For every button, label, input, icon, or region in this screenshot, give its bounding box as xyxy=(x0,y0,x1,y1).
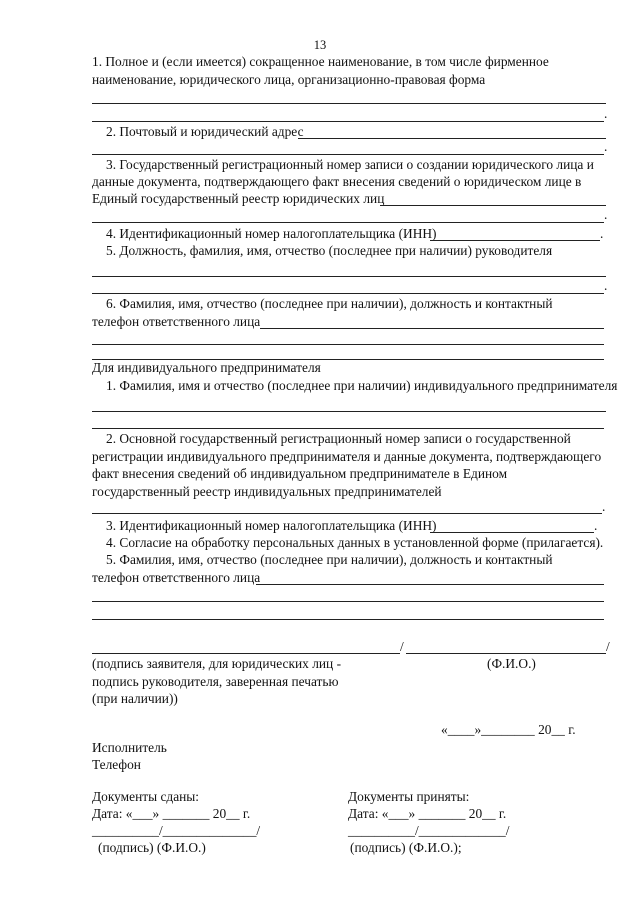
legal-item4-label: 4. Идентификационный номер налогоплательщика (ИНН) xyxy=(106,226,437,241)
fill-line xyxy=(92,428,604,429)
signature-caption-fio: (Ф.И.О.) xyxy=(487,656,536,671)
fill-line xyxy=(92,276,606,277)
submitted-title: Документы сданы: xyxy=(92,789,200,804)
accepted-date: Дата: «___» _______ 20__ г. xyxy=(348,806,507,821)
individual-item2-line2: регистрации индивидуального предпринимателя и данные документа, подтверждающего xyxy=(92,449,602,464)
legal-item1-line1: 1. Полное и (если имеется) сокращенное наименование, в том числе фирменное xyxy=(92,54,549,69)
legal-item5-label: 5. Должность, фамилия, имя, отчество (последнее при наличии) руководителя xyxy=(106,243,553,258)
fill-line xyxy=(298,138,606,139)
submitted-caption: (подпись) (Ф.И.О.) xyxy=(98,840,206,855)
signature-caption-1: (подпись заявителя, для юридических лиц - xyxy=(92,656,342,671)
signature-date: «____»________ 20__ г. xyxy=(441,722,576,737)
executor-label: Исполнитель xyxy=(92,740,167,755)
signature-slash-end: / xyxy=(606,639,610,654)
accepted-caption: (подпись) (Ф.И.О.); xyxy=(350,840,462,855)
fill-line xyxy=(430,532,594,533)
signature-caption-3: (при наличии)) xyxy=(92,691,178,706)
submitted-date: Дата: «___» _______ 20__ г. xyxy=(92,806,251,821)
individual-item2-line3: факт внесения сведений об индивидуальном предпринимателе в Едином xyxy=(92,466,508,481)
legal-item3-line3: Единый государственный реестр юридических лиц xyxy=(92,191,385,206)
individual-item5-line2: телефон ответственного лица xyxy=(92,570,261,585)
individual-item2-line4: государственный реестр индивидуальных предпринимателей xyxy=(92,484,442,499)
fill-line xyxy=(260,328,604,329)
executor-phone: Телефон xyxy=(92,757,141,772)
legal-item2-label: 2. Почтовый и юридический адрес xyxy=(106,124,304,139)
individual-item3-label: 3. Идентификационный номер налогоплательщика (ИНН) xyxy=(106,518,437,533)
fill-line xyxy=(92,103,606,104)
fill-line xyxy=(92,154,604,155)
legal-item1-line2: наименование, юридического лица, организационно-правовая форма xyxy=(92,72,486,87)
fill-line xyxy=(92,359,604,360)
page-number: 13 xyxy=(313,38,327,52)
fill-line xyxy=(256,584,604,585)
individual-item4-label: 4. Согласие на обработку персональных данных в установленной форме (прилагается). xyxy=(106,535,604,550)
legal-item3-line2: данные документа, подтверждающего факт внесения сведений о юридическом лице в xyxy=(92,174,582,189)
fill-line xyxy=(92,601,604,602)
individual-item2-line1: 2. Основной государственный регистрационный номер записи о государственной xyxy=(106,431,571,446)
fill-line xyxy=(92,619,604,620)
signature-caption-2: подпись руководителя, заверенная печатью xyxy=(92,674,339,689)
submitted-sign-line: __________/______________/ xyxy=(92,823,261,838)
legal-item6-line1: 6. Фамилия, имя, отчество (последнее при наличии), должность и контактный xyxy=(106,296,553,311)
legal-item6-line2: телефон ответственного лица xyxy=(92,314,261,329)
fill-line xyxy=(92,121,604,122)
fill-line xyxy=(92,222,604,223)
document-page: 13 1. Полное и (если имеется) сокращенное наименование, в том числе фирменное наименование, юридического лица, организационно-правовая форма . 2. Почтовый и юридический адрес . 3. Государственный регистрационный номер записи о создании юридического лица и данные документа, подтверждающего факт внесения сведений о юридическом лице в Единый государственный реестр юридических лиц . 4. Идентификационный номер налогоплательщика (ИНН) . 5. Должность, фамилия, имя, отчество (последнее при наличии) руководителя . 6. Фамилия, имя, отчество (последнее при наличии), должность и контактный телефон ответственного лица Для индивидуального предпринимателя 1. Фамилия, имя и отчество (последнее при наличии) индивидуального предпринимателя 2. Основной государственный регистрационный номер записи о государственной регистрации индивидуального предпринимателя и данные документа, подтверждающего факт внесения сведений об индивидуальном предпринимателе в Едином государственный реестр индивидуальных предпринимателей . 3. Идентификационный номер налогоплательщика (ИНН) . 4. Согласие на обработку персональных данных в установленной форме (прилагается). 5. Фамилия, имя, отчество (последнее при наличии), должность и контактный телефон ответственного лица / / (подпись заявителя, для юридических лиц - (Ф.И.О.) подпись руководителя, заверенная печатью (при наличии)) «____»________ 20__ г. Исполнитель Телефон Документы сданы: Дата: «___» _______ 20__ г. __________/______________/ (подпись) (Ф.И.О.) Документы приняты: Дата: «___» _______ 20__ г. __________/_____________/ (подпись) (Ф.И.О.); xyxy=(0,0,640,904)
accepted-sign-line: __________/_____________/ xyxy=(348,823,510,838)
fill-line xyxy=(92,344,604,345)
fill-line xyxy=(380,205,606,206)
fill-line xyxy=(430,240,600,241)
individual-item5-line1: 5. Фамилия, имя, отчество (последнее при наличии), должность и контактный xyxy=(106,552,553,567)
fill-line xyxy=(92,411,606,412)
signature-slash: / xyxy=(400,639,404,654)
signature-line xyxy=(92,653,400,654)
individual-heading: Для индивидуального предпринимателя xyxy=(92,360,321,375)
accepted-title: Документы приняты: xyxy=(348,789,470,804)
legal-item3-line1: 3. Государственный регистрационный номер записи о создании юридического лица и xyxy=(106,157,594,172)
fill-line xyxy=(92,513,602,514)
fill-line xyxy=(92,293,604,294)
individual-item1-label: 1. Фамилия, имя и отчество (последнее при наличии) индивидуального предпринимателя xyxy=(106,378,618,393)
fio-line xyxy=(406,653,606,654)
